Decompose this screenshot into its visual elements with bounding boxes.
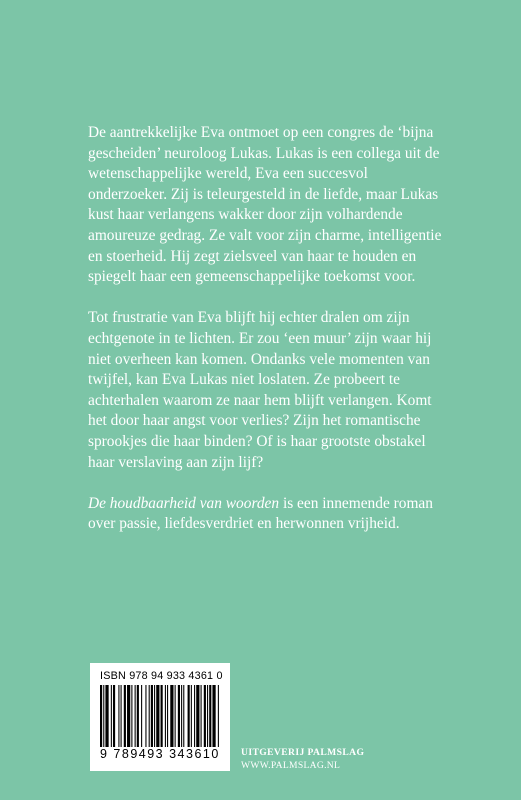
isbn-label: ISBN 978 94 933 4361 0 (100, 670, 223, 682)
isbn-digits: 9 789493 343610 (100, 747, 220, 761)
isbn-barcode (90, 663, 230, 771)
publisher-name: UITGEVERIJ PALMSLAG (241, 747, 365, 758)
book-title: De houdbaarheid van woorden (88, 494, 280, 512)
publisher-block (241, 747, 364, 772)
blurb (88, 123, 444, 555)
blurb-paragraph-3-text: is een innemende roman over passie, liefdesverdriet en herwonnen vrijheid. (88, 494, 433, 533)
blurb-paragraph-1: De aantrekkelijke Eva ontmoet op een congres de ‘bijna gescheiden’ neuroloog Lukas. Lukas is een collega uit de wetenschappelijke wereld, Eva een succesvol onderzoeker. Zij is teleurgesteld in de liefde, maar Lukas kust haar verlangens wakker door zijn volhardende amoureuze gedrag. Ze valt voor zijn charme, intelligentie en stoerheid. Hij zegt zielsveel van haar te houden en spiegelt haar een gemeenschappelijke toekomst voor. (88, 124, 442, 286)
publisher-website: WWW.PALMSLAG.NL (241, 759, 341, 771)
blurb-paragraph-2: Tot frustratie van Eva blijft hij echter dralen om zijn echtgenote in te lichten. Er zou ‘een muur’ zijn waar hij niet overheen kan komen. Ondanks vele momenten van twijfel, kan Eva Lukas niet loslaten. Ze probeert te achterhalen waarom ze naar hem blijft verlangen. Komt het door haar angst voor verlies? Zijn het romantische sprookjes die haar binden? Of is haar grootste obstakel haar verslaving aan zijn lijf? (88, 309, 432, 471)
barcode-bars-icon (100, 685, 220, 747)
blurb-paragraph-3 (88, 494, 444, 535)
